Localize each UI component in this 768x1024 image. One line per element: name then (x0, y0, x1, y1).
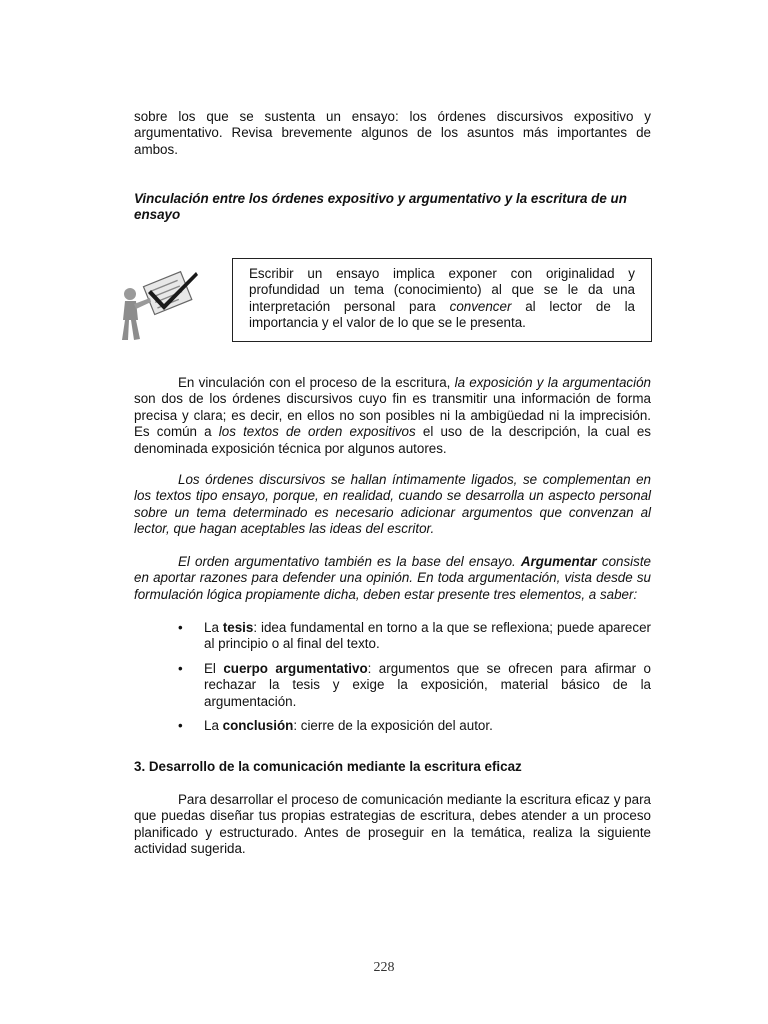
para2-italic1: la exposición y la argumentación (454, 375, 651, 390)
paragraph-desarrollo: Para desarrollar el proceso de comunicación mediante la escritura eficaz y para que puedas diseñar tus propias estrategias de escritura, debes atender a un proceso planificado y estructurado. Antes de proseguir en la temática, realiza la siguiente actividad sugerida. (134, 792, 651, 857)
bullet-icon: • (178, 660, 183, 676)
para4-part2: consiste en aportar razones para defender una opinión. En toda argumentación, vista desde su formulación lógica propiamente dicha, deben estar presente tres elementos, a saber: (134, 554, 651, 602)
list-item-desc: : idea fundamental en torno a la que se reflexiona; puede aparecer al principio o al final del texto. (204, 620, 651, 652)
intro-paragraph: sobre los que se sustenta un ensayo: los órdenes discursivos expositivo y argumentativo. Revisa brevemente algunos de los asuntos más importantes de ambos. (134, 109, 651, 157)
section-heading-vinculacion: Vinculación entre los órdenes expositivo y argumentativo y la escritura de un ensayo (134, 191, 627, 223)
list-item-term: cuerpo argumentativo (223, 660, 368, 676)
paragraph-vinculacion (134, 375, 651, 457)
para2-italic2: los textos de orden expositivos (218, 424, 416, 440)
list-item-term: tesis (222, 620, 254, 635)
para4-bold: Argumentar (520, 554, 597, 569)
bullet-icon: • (178, 718, 183, 734)
para4-part1: El orden argumentativo también es la base del ensayo. (178, 554, 521, 569)
page-number: 228 (373, 960, 395, 975)
list-item-pre: El (204, 660, 224, 676)
list-item-desc: : argumentos que se ofrecen para afirmar o rechazar la tesis y exige la exposición, material básico de la argumentación. (204, 660, 651, 709)
para2-part2: son dos de los órdenes discursivos cuyo fin es transmitir una información de forma precisa y clara; es decir, en ellos no son posibles ni la ambigüedad ni la imprecisión. Es común a (134, 391, 651, 440)
elements-list (178, 620, 651, 742)
list-item-conclusion (178, 718, 651, 734)
bullet-icon: • (178, 620, 183, 635)
list-item-desc: : cierre de la exposición del autor. (293, 718, 493, 734)
list-item-pre: La (204, 718, 223, 734)
definition-text-italic: convencer (449, 298, 512, 314)
paragraph-ordenes: Los órdenes discursivos se hallan íntimamente ligados, se complementan en los textos tipo ensayo, porque, en realidad, cuando se desarrolla un aspecto personal sobre un tema determinado es necesario adicionar argumentos que convenzan al lector, que hagan aceptables las ideas del escritor. (134, 472, 651, 537)
para2-part3: el uso de la descripción, la cual es denominada exposición técnica por algunos autores. (134, 424, 651, 456)
figure-with-checklist-icon (118, 268, 204, 342)
definition-text (249, 266, 635, 332)
para2-part1: En vinculación con el proceso de la escritura, (178, 375, 455, 390)
list-item-term: conclusión (222, 718, 294, 734)
list-item-pre: La (204, 620, 223, 635)
definition-text-part1: Escribir un ensayo implica exponer con originalidad y profundidad un tema (conocimiento) al que se le da una interpretación personal para (249, 266, 635, 314)
list-item-cuerpo (178, 661, 651, 710)
section-heading-desarrollo: 3. Desarrollo de la comunicación mediante la escritura eficaz (134, 759, 522, 774)
paragraph-argumentativo (134, 554, 651, 603)
list-item-tesis (178, 620, 651, 653)
definition-box (232, 258, 652, 342)
definition-text-part2: al lector de la importancia y el valor de lo que se le presenta. (249, 298, 635, 331)
